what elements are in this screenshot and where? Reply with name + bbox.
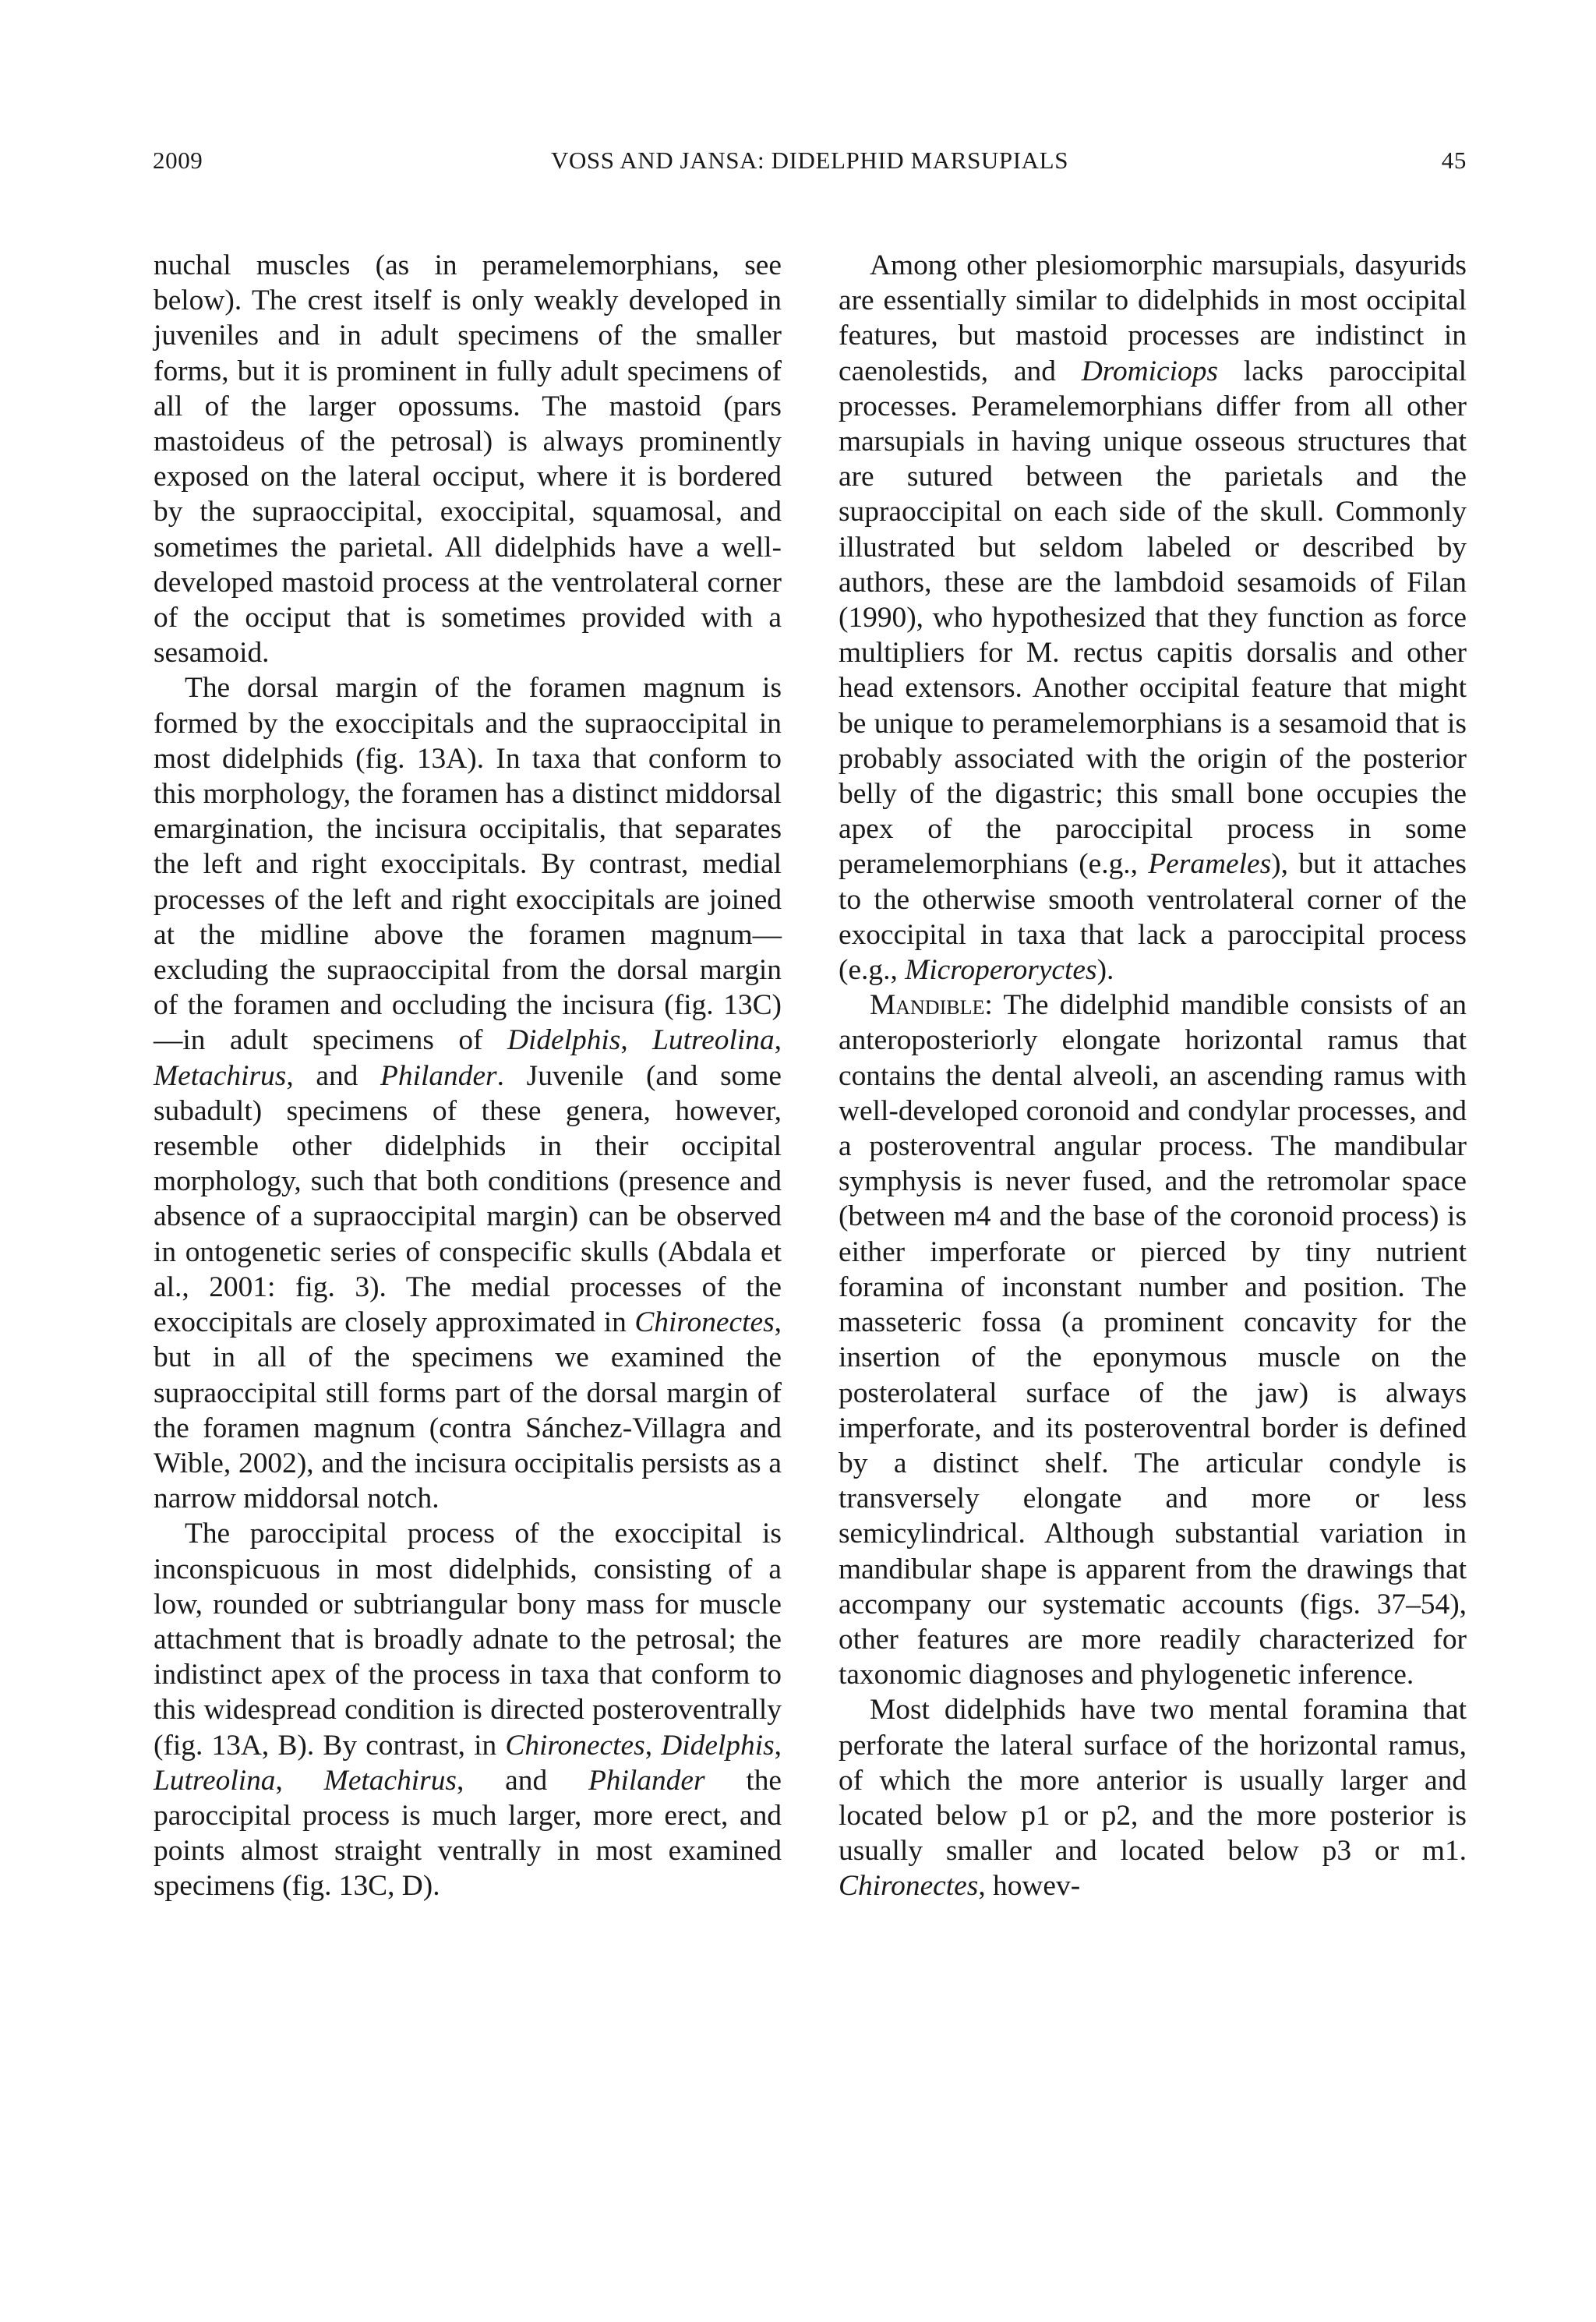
text-run: , howev- xyxy=(978,1870,1081,1903)
paragraph xyxy=(154,670,782,1516)
italic-text: Chironectes xyxy=(839,1870,979,1903)
header-title: VOSS AND JANSA: DIDELPHID MARSUPIALS xyxy=(550,147,1069,174)
text-run: Among other plesiomorphic marsupials, dasyurids are essentially similar to didelphids in most occipital features, but mastoid processes are indistinct in caenolestids, and xyxy=(839,249,1467,387)
text-run: , xyxy=(275,1764,324,1797)
text-run: ), but it attaches to the otherwise smooth ventrolateral corner of the exoccipital in taxa that lack a paroccipital process (e.g., xyxy=(839,848,1467,987)
text-run: ). xyxy=(1096,954,1114,987)
italic-text: Dromiciops xyxy=(1081,355,1218,387)
italic-text: Chironectes xyxy=(634,1306,775,1339)
text-run: Most didelphids have two mental foramina that perforate the lateral surface of the horizontal ramus, of which the more anterior is usually larger and located below p1 or p2, and the more posterior is usually smaller and located below p3 or m1. xyxy=(839,1694,1467,1868)
italic-text: Chironectes xyxy=(505,1729,645,1762)
paragraph xyxy=(154,248,782,670)
text-run: , and xyxy=(456,1764,588,1797)
running-header xyxy=(153,147,1467,182)
paragraph xyxy=(839,1692,1467,1903)
left-column xyxy=(154,248,782,1904)
text-run: , and xyxy=(286,1059,381,1092)
page-number: 45 xyxy=(1441,147,1467,174)
text-run: , xyxy=(774,1024,782,1057)
italic-text: Lutreolina xyxy=(652,1024,775,1057)
text-run: the paroccipital process is much larger, more erect, and points almost straight ventrally in most examined specimens (fig. 13C, D). xyxy=(154,1764,782,1903)
italic-text: Lutreolina xyxy=(154,1764,276,1797)
italic-text: Perameles xyxy=(1148,848,1272,881)
text-run: . Juvenile (and some subadult) specimens of these genera, however, resemble other didelphids in their occipital morphology, such that both conditions (presence and absence of a supraoccipital margin) can be observed in ontogenetic series of conspecific skulls (Abdala et al., 2001: fig. 3). The medial processes of the exoccipitals are closely approximated in xyxy=(154,1059,782,1339)
text-run: lacks paroccipital processes. Peramelemorphians differ from all other marsupials in having unique osseous structures that are sutured between the parietals and the supraoccipital on each side of the skull. Commonly illustrated but seldom labeled or described by authors, these are the lambdoid sesamoids of Filan (1990), who hypothesized that they function as force multipliers for M. rectus capitis dorsalis and other head extensors. Another occipital feature that might be unique to peramelemorphians is a sesamoid that is probably associated with the origin of the posterior belly of the digastric; this small bone occupies the apex of the paroccipital process in some peramelemorphians (e.g., xyxy=(839,355,1467,881)
header-year: 2009 xyxy=(153,147,203,174)
text-run: , xyxy=(774,1729,782,1762)
text-run: The paroccipital process of the exoccipital is inconspicuous in most didelphids, consisting of a low, rounded or subtriangular bony mass for muscle attachment that is broadly adnate to the petrosal; the indistinct apex of the process in taxa that conform to this widespread condition is directed posteroventrally (fig. 13A, B). By contrast, in xyxy=(154,1518,782,1762)
italic-text: Microperoryctes xyxy=(905,954,1097,987)
text-run: The dorsal margin of the foramen magnum is formed by the exoccipitals and the supraoccipital in most didelphids (fig. 13A). In taxa that conform to this morphology, the foramen has a distinct middorsal emargination, the incisura occipitalis, that separates the left and right exoccipitals. By contrast, medial processes of the left and right exoccipitals are joined at the midline above the foramen magnum—excluding the supraoccipital from the dorsal margin of the foramen and occluding the incisura (fig. 13C)—in adult specimens of xyxy=(154,672,782,1057)
italic-text: Philander xyxy=(588,1764,705,1797)
text-run: : The didelphid mandible consists of an anteroposteriorly elongate horizontal ramus that contains the dental alveoli, an ascending ramus with well-developed coronoid and condylar processes, and a posteroventral angular process. The mandibular symphysis is never fused, and the retromolar space (between m4 and the base of the coronoid process) is either imperforate or pierced by tiny nutrient foramina of inconstant number and position. The masseteric fossa (a prominent concavity for the insertion of the eponymous muscle on the posterolateral surface of the jaw) is always imperforate, and its posteroventral border is defined by a distinct shelf. The articular condyle is transversely elongate and more or less semicylindrical. Although substantial variation in mandibular shape is apparent from the drawings that accompany our systematic accounts (figs. 37–54), other features are more readily characterized for taxonomic diagnoses and phylogenetic inference. xyxy=(839,989,1467,1691)
text-run: nuchal muscles (as in peramelemorphians, see below). The crest itself is only weakly developed in juveniles and in adult specimens of the smaller forms, but it is prominent in fully adult specimens of all of the larger opossums. The mastoid (pars mastoideus of the petrosal) is always prominently exposed on the lateral occiput, where it is bordered by the supraoccipital, exoccipital, squamosal, and sometimes the parietal. All didelphids have a well-developed mastoid process at the ventrolateral corner of the occiput that is sometimes provided with a sesamoid. xyxy=(154,249,782,670)
italic-text: Metachirus xyxy=(154,1059,287,1092)
section-heading: Mandible xyxy=(870,989,985,1022)
italic-text: Didelphis xyxy=(661,1729,775,1762)
text-run: , xyxy=(620,1024,653,1057)
text-run: , but in all of the specimens we examined the supraoccipital still forms part of the dorsal margin of the foramen magnum (contra Sánchez-Villagra and Wible, 2002), and the incisura occipitalis persists as a narrow middorsal notch. xyxy=(154,1306,782,1515)
paragraph xyxy=(154,1516,782,1903)
italic-text: Didelphis xyxy=(507,1024,621,1057)
italic-text: Metachirus xyxy=(323,1764,457,1797)
paragraph xyxy=(839,988,1467,1692)
text-run: , xyxy=(644,1729,662,1762)
italic-text: Philander xyxy=(380,1059,497,1092)
paragraph xyxy=(839,248,1467,988)
right-column xyxy=(839,248,1467,1904)
